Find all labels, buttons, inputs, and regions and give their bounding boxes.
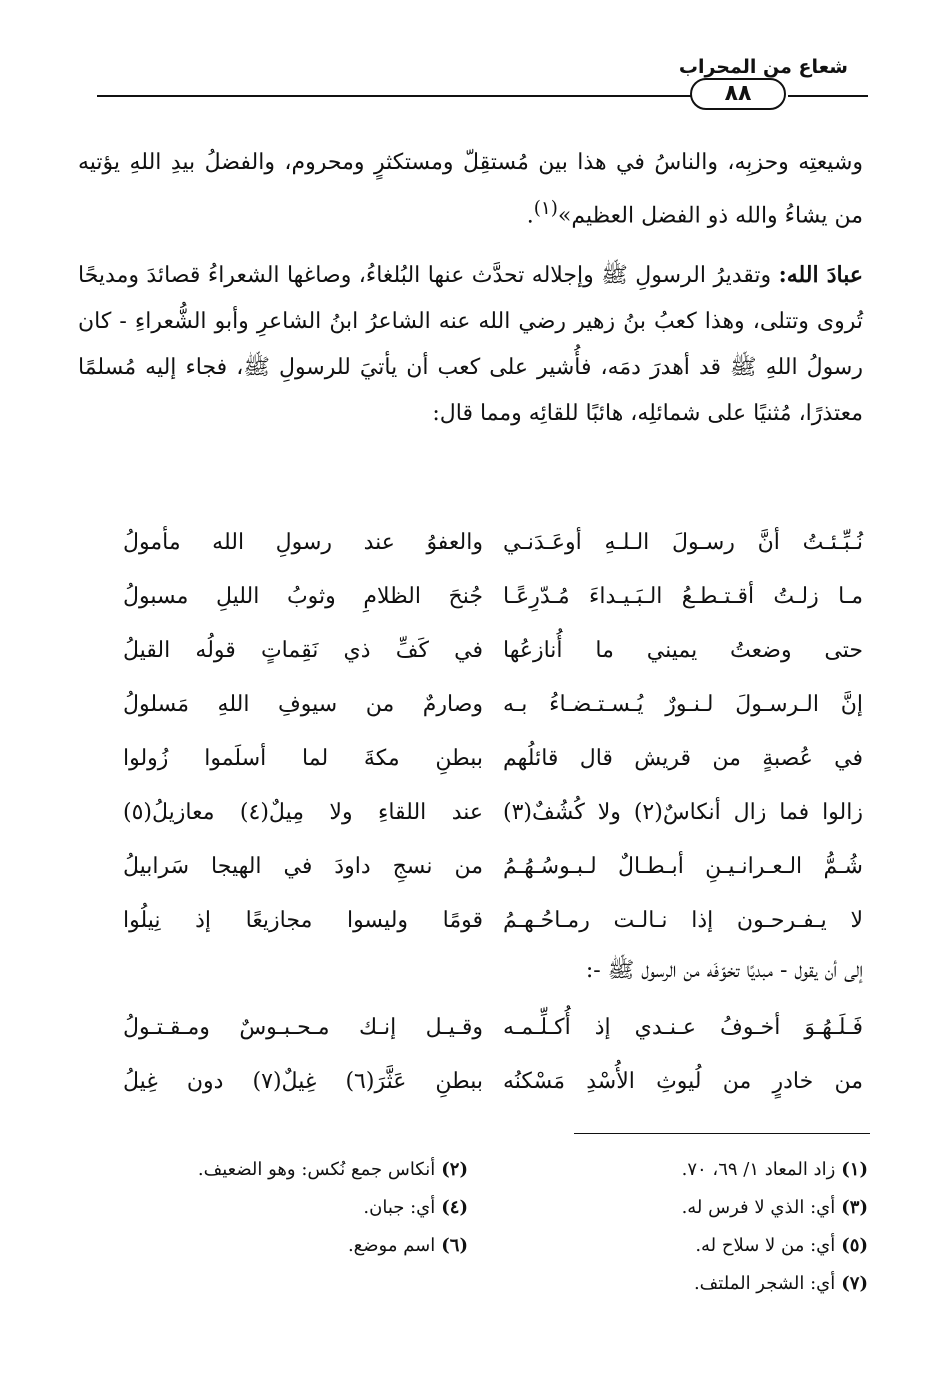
footnote-text: أنكاس جمع نُكس: وهو الضعيف. [197,1158,436,1180]
footnote-item [468,1235,868,1256]
verse-second-hemistich: وصارمٌ من سيوفِ اللهِ مَسلولُ [123,691,483,717]
verse-first-hemistich: فَـلَـهُـوَ أخـوفُ عـنـدي إذ أُكـلِّـمـه [503,1014,863,1040]
verse-row [123,893,863,947]
footnote-text: أي: جبان. [363,1196,436,1218]
footnote-text: أي: الذي لا فرس له. [681,1196,836,1218]
verse-row [123,569,863,623]
footnote-item [468,1159,868,1180]
verse-second-hemistich: من نسجِ داودَ في الهيجا سَرابيلُ [123,853,483,879]
footnote-item [78,1197,468,1218]
footnote-number: (٣) [841,1196,868,1218]
verse-second-hemistich: وقـيـل إنـك مـحـبـوسٌ ومـقـتـولُ [123,1014,483,1040]
transition-line: إلى أن يقول - مبديًا تخوّفَه من الرسول ﷺ -: [585,958,863,983]
header-rule-left [97,95,691,97]
paragraph-text: وشيعتِه وحزبِه، والناسُ في هذا بين مُستقِلّ ومستكثرٍ ومحروم، والفضلُ بيدِ اللهِ يؤتيه من يشاءُ والله ذو الفضل العظيم» [78,150,863,229]
verse-row [123,839,863,893]
verse-second-hemistich: والعفوُ عند رسولِ الله مأمولُ [123,529,483,555]
footnote-row [78,1188,868,1226]
verse-first-hemistich: شُـمُّ الـعـرانـيـنِ أبـطـالٌ لـبـوسُـهُـمُ [503,853,863,879]
running-header-title: شعاع من المحراب [678,56,848,78]
verse-row [123,1054,863,1108]
footnote-number: (٤) [441,1196,468,1218]
verse-second-hemistich: ببطنِ مكةَ لما أسلَموا زُولوا [123,745,483,771]
footnote-row [78,1264,868,1302]
verse-row [123,731,863,785]
footnote-text: زاد المعاد ١/ ٦٩، ٧٠. [681,1158,836,1180]
page-number: ٨٨ [690,78,786,110]
verse-row [123,623,863,677]
footnote-number: (٦) [441,1234,468,1256]
footnote-row [78,1226,868,1264]
verse-first-hemistich: نُـبِّـئـتُ أنَّ رسـولَ الـلـهِ أوعَـدَنـي [503,529,863,555]
paragraph-lead: عبادَ الله: [778,262,863,288]
verse-second-hemistich: جُنحَ الظلامِ وثوبُ الليلِ مسبولُ [123,583,483,609]
verse-first-hemistich: إنَّ الـرسـولَ لـنـورٌ يُـسـتـضـاءُ بـه [503,691,863,717]
poem-verses [123,515,863,947]
verse-first-hemistich: في عُصبةٍ من قريش قال قائلُهم [503,745,863,771]
footnote-ref: (١) [533,198,558,219]
footnote-text: اسم موضع. [347,1234,436,1256]
verse-first-hemistich: من خادرٍ من لُيوثِ الأُسْدِ مَسْكنُه [503,1068,863,1094]
verse-first-hemistich: زالوا فما زال أنكاسٌ(٢) ولا كُشُفٌ(٣) [503,799,863,825]
footnote-text: أي: الشجر الملتف. [693,1272,836,1294]
verse-first-hemistich: حتى وضعتُ يميني ما أُنازعُها [503,637,863,663]
footnote-item [468,1197,868,1218]
paragraph-end: . [526,203,534,229]
footnote-row [78,1150,868,1188]
verse-second-hemistich: قومًا وليسوا مجازيعًا إذ نِيلُوا [123,907,483,933]
paragraph-kaab [78,252,863,437]
footnote-number: (٧) [841,1272,868,1294]
verse-row [123,1000,863,1054]
footnote-separator [574,1133,870,1134]
footnote-number: (٢) [441,1158,468,1180]
paragraph-text: وتقديرُ الرسولِ ﷺ وإجلاله تحدَّث عنها البُلغاءُ، وصاغها الشعراءُ قصائدَ ومديحًا تُروى وتتلى، وهذا كعبُ بنُ زهير رضي الله عنه الشاعرُ ابنُ الشاعرِ وأبو الشُّعراءِ - كان رسولُ اللهِ ﷺ قد أهدرَ دمَه، فأُشير على كعب أن يأتيَ للرسولِ ﷺ، فجاء إليه مُسلمًا معتذرًا، مُثنيًا على شمائلِه، هائبًا للقائِه ومما قال: [78,263,863,426]
header-rule-right [788,95,868,97]
verse-first-hemistich: لا يـفـرحـون إذا نـالـت رمـاحُـهـمُ [503,907,863,933]
verse-second-hemistich: ببطنِ عَثَّرَ(٦) غِيلٌ(٧) دون غِيلُ [123,1068,483,1094]
footnotes [78,1150,868,1302]
verse-second-hemistich: في كَفِّ ذي نَقِماتٍ قولُه القيلُ [123,637,483,663]
poem-verses-second [123,1000,863,1108]
paragraph-continuation [78,140,863,239]
verse-second-hemistich: عند اللقاءِ ولا مِيلٌ(٤) معازيلُ(٥) [123,799,484,825]
footnote-number: (١) [841,1158,868,1180]
footnote-number: (٥) [841,1234,868,1256]
footnote-text: أي: من لا سلاح له. [695,1234,836,1256]
verse-row [123,677,863,731]
verse-first-hemistich: مـا زلـتُ أقـتـطـعُ الـبَـيـداءَ مُـدّرِعًـا [503,583,863,609]
verse-row [123,785,863,839]
footnote-item [78,1159,468,1180]
footnote-item [468,1273,868,1294]
verse-row [123,515,863,569]
footnote-item [78,1235,468,1256]
